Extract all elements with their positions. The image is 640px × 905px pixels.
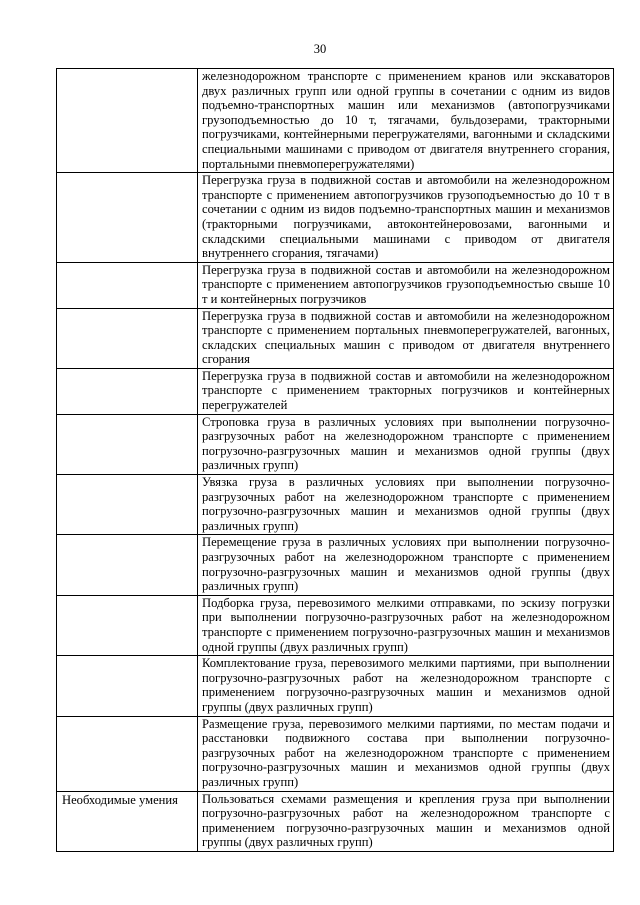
- row-text: Увязка груза в различных условиях при выполнении погрузочно-разгрузочных работ на железнодорожном транспорте с применением погрузочно-разгрузочных машин и механизмов одной группы (двух различных групп): [198, 475, 614, 535]
- table-row: [57, 791, 614, 851]
- row-label: [57, 368, 198, 414]
- row-text: Комплектование груза, перевозимого мелкими партиями, при выполнении погрузочно-разгрузочных работ на железнодорожном транспорте с применением погрузочно-разгрузочных машин и механизмов одной группы (двух различных групп): [198, 656, 614, 716]
- table-row: [57, 173, 614, 263]
- row-label: [57, 69, 198, 173]
- row-text: Перегрузка груза в подвижной состав и автомобили на железнодорожном транспорте с применением портальных пневмоперегружателей, вагонных, складских специальных машин с приводом от двигателя внутреннего сгорания: [198, 308, 614, 368]
- table-row: [57, 262, 614, 308]
- row-label: [57, 716, 198, 791]
- row-label-necessary-skills: Необходимые умения: [57, 791, 198, 851]
- table-row: [57, 475, 614, 535]
- row-text: железнодорожном транспорте с применением кранов или экскаваторов двух различных групп или одной группы в сочетании с одним из видов подъемно-транспортных машин или механизмов (автопогрузчиками грузоподъемностью до 10 т, тягачами, бульдозерами, тракторными погрузчиками, контейнерными перегружателями, вагонными и складскими специальными машинами с приводом от двигателя внутреннего сгорания, портальными пневмоперегружателями): [198, 69, 614, 173]
- row-text: Перегрузка груза в подвижной состав и автомобили на железнодорожном транспорте с применением автопогрузчиков грузоподъемностью до 10 т в сочетании с одним из видов подъемно-транспортных машин и механизмов (тракторными погрузчиками, автоконтейнеровозами, вагонными и складскими специальными машинами с приводом от двигателя внутреннего сгорания, тягачами): [198, 173, 614, 263]
- row-text: Подборка груза, перевозимого мелкими отправками, по эскизу погрузки при выполнении погрузочно-разгрузочных работ на железнодорожном транспорте с применением погрузочно-разгрузочных машин и механизмов одной группы (двух различных групп): [198, 595, 614, 655]
- requirements-table: [56, 68, 614, 852]
- row-text: Строповка груза в различных условиях при выполнении погрузочно-разгрузочных работ на железнодорожном транспорте с применением погрузочно-разгрузочных машин и механизмов одной группы (двух различных групп): [198, 414, 614, 474]
- row-label: [57, 262, 198, 308]
- row-text: Размещение груза, перевозимого мелкими партиями, по местам подачи и расстановки подвижного состава при выполнении погрузочно-разгрузочных работ на железнодорожном транспорте с применением погрузочно-разгрузочных машин и механизмов одной группы (двух различных групп): [198, 716, 614, 791]
- table-row: [57, 308, 614, 368]
- row-label: [57, 173, 198, 263]
- row-label: [57, 595, 198, 655]
- row-text: Перегрузка груза в подвижной состав и автомобили на железнодорожном транспорте с применением автопогрузчиков грузоподъемностью свыше 10 т и контейнерных погрузчиков: [198, 262, 614, 308]
- row-text: Перегрузка груза в подвижной состав и автомобили на железнодорожном транспорте с применением тракторных погрузчиков и контейнерных перегружателей: [198, 368, 614, 414]
- row-text: Перемещение груза в различных условиях при выполнении погрузочно-разгрузочных работ на железнодорожном транспорте с применением погрузочно-разгрузочных машин и механизмов одной группы (двух различных групп): [198, 535, 614, 595]
- table-row: [57, 69, 614, 173]
- row-label: [57, 414, 198, 474]
- row-label: [57, 656, 198, 716]
- table-row: [57, 535, 614, 595]
- table-row: [57, 368, 614, 414]
- row-label: [57, 308, 198, 368]
- row-label: [57, 535, 198, 595]
- row-text: Пользоваться схемами размещения и крепления груза при выполнении погрузочно-разгрузочных работ на железнодорожном транспорте с применением погрузочно-разгрузочных машин и механизмов одной группы (двух различных групп): [198, 791, 614, 851]
- table-row: [57, 656, 614, 716]
- table-row: [57, 716, 614, 791]
- table-row: [57, 414, 614, 474]
- table-row: [57, 595, 614, 655]
- page-number: 30: [313, 42, 327, 56]
- row-label: [57, 475, 198, 535]
